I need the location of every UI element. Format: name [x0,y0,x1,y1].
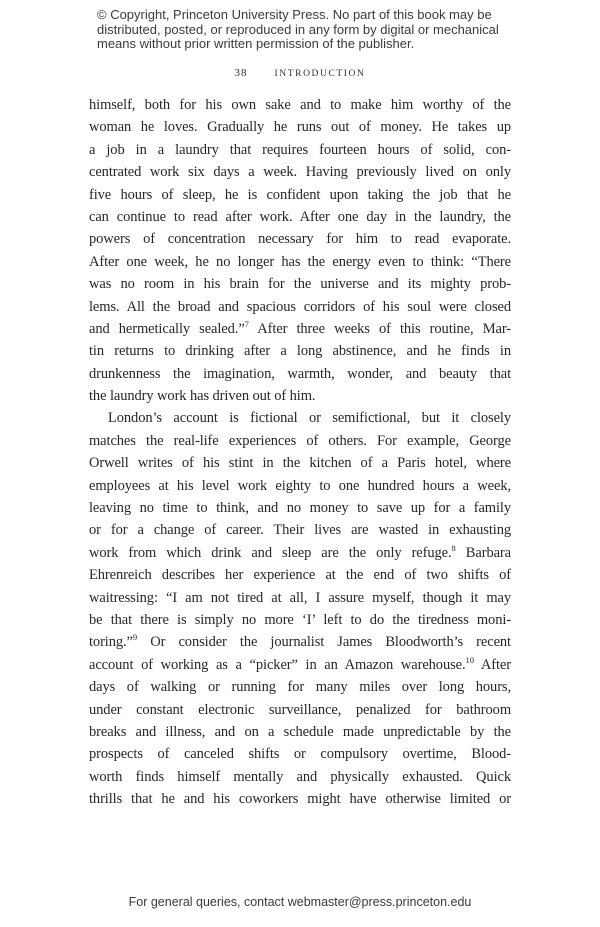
text-line: Orwell writes of his stint in the kitchen of a Paris hotel, where [89,455,511,472]
text-line: drunkenness the imagination, warmth, wonder, and beauty that [89,365,511,382]
chapter-title: INTRODUCTION [274,69,366,79]
copyright-notice [97,8,499,52]
text-line: worth finds himself mentally and physically exhausted. Quick [89,768,511,785]
text-line: waitressing: “I am not tired at all, I assure myself, though it may [89,589,511,606]
text-line: Ehrenreich describes her experience at the end of two shifts of [89,567,511,584]
footnote-ref: 9 [132,632,138,643]
text-line: toring.”$^9$ Or consider the journalist James Bloodworth’s recent [89,632,511,651]
text-line: leaving no time to think, and no money to save up for a family [89,500,511,517]
footnote-ref: 7 [244,319,249,330]
text-line: days of walking or running for many miles over long hours, [89,679,511,696]
footnote-ref: 10 [465,654,475,665]
text-line: or for a change of career. Their lives are wasted in exhausting [89,522,511,539]
text-line: powers of concentration necessary for him to read evaporate. [89,231,511,248]
text-line: five hours of sleep, he is confident upon taking the job that he [89,186,511,203]
body-text [89,94,511,811]
page-number: 38 [234,67,248,79]
text-line: prospects of canceled shifts or compulsory overtime, Blood- [89,746,511,763]
text-line: himself, both for his own sake and to make him worthy of the [89,97,511,113]
text-line: lems. All the broad and spacious corridors of his soul were closed [89,298,511,315]
text-line: can continue to read after work. After one day in the laundry, the [89,208,511,225]
text-line: After one week, he no longer has the energy even to think: “There [89,253,511,270]
text-line: be that there is simply no more ‘I’ left to do the tiredness moni- [89,611,511,628]
text-line: woman he loves. Gradually he runs out of money. He takes up [89,119,511,136]
running-header [89,63,511,81]
text-line: matches the real-life experiences of others. For example, George [89,432,511,449]
text-line: was no room in his brain for the universe and its mighty prob- [89,276,511,293]
text-line: tin returns to drinking after a long abstinence, and he finds in [89,343,511,360]
text-line: work from which drink and sleep are the only refuge.$^8$ Barbara [89,542,511,561]
text-line: a job in a laundry that requires fourteen hours of solid, con- [89,141,511,158]
text-line: thrills that he and his coworkers might have otherwise limited or [89,791,511,808]
copyright-line: © Copyright, Princeton University Press. No part of this book may be [97,7,492,22]
text-line: employees at his level work eighty to one hundred hours a week, [89,477,511,494]
text-line: account of working as a “picker” in an Amazon warehouse.$^{10}$ After [89,654,511,673]
queries-contact-line: For general queries, contact webmaster@press.princeton.edu [128,895,472,909]
text-line: and hermetically sealed.”$^7$ After three weeks of this routine, Mar- [89,319,511,337]
text-line: under constant electronic surveillance, penalized for bathroom [89,701,511,718]
copyright-line: means without prior written permission of the publisher. [97,36,415,51]
text-line: centrated work six days a week. Having previously lived on only [89,164,511,181]
text-line: London’s account is fictional or semifictional, but it closely [108,410,511,427]
copyright-line: distributed, posted, or reproduced in any form by digital or mechanical [97,21,499,37]
footnote-ref: 8 [451,542,456,553]
text-line: breaks and illness, and on a schedule made unpredictable by the [89,723,511,740]
text-line: the laundry work has driven out of him. [89,388,316,405]
